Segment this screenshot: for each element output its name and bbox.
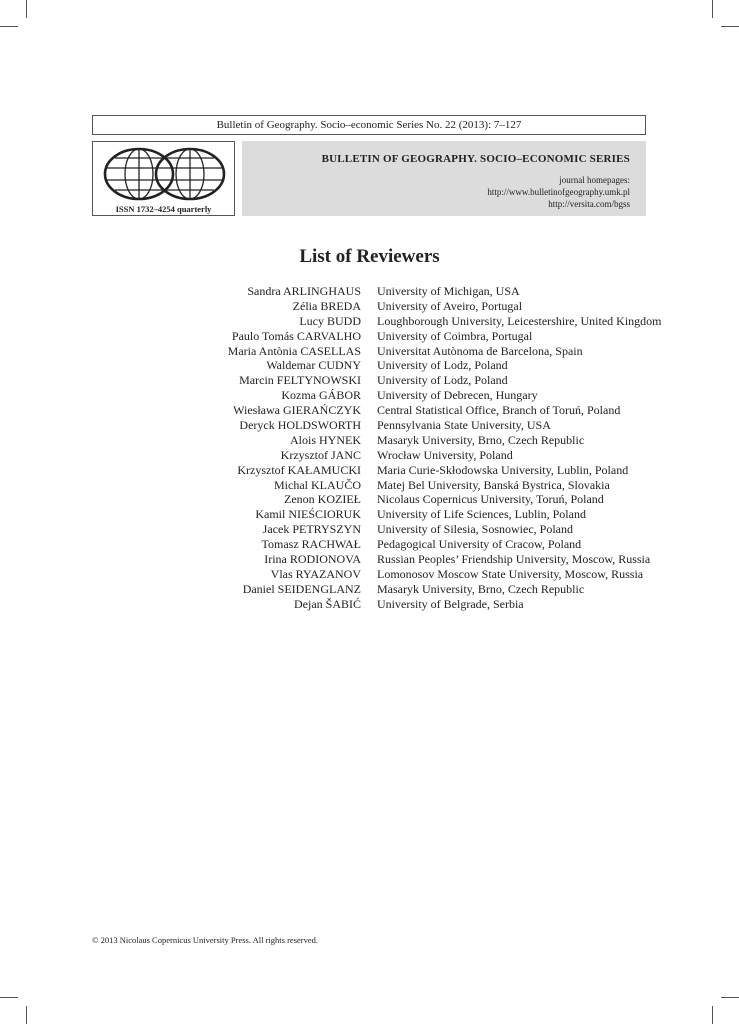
reviewer-name: Kamil NIEŚCIORUK [255,507,361,522]
issn-label: ISSN 1732–4254 quarterly [115,204,212,214]
reviewer-row [160,507,650,522]
journal-banner [242,141,646,216]
reviewer-affiliation: Russian Peoples’ Friendship University, Moscow, Russia [377,552,651,567]
reviewer-name: Daniel SEIDENGLANZ [242,581,361,596]
page-title: List of Reviewers [299,246,440,267]
reviewer-row [160,448,650,463]
reviewer-affiliation: University of Debrecen, Hungary [377,388,538,403]
reviewer-row [160,418,650,433]
reviewer-row [160,463,650,478]
reviewer-row [160,313,662,329]
reviewer-affiliation: Maria Curie-Skłodowska University, Lublin, Poland [377,462,629,477]
reviewer-name: Krzysztof KAŁAMUCKI [237,462,361,477]
homepage-link-2[interactable]: http://versita.com/bgss [548,199,630,209]
homepage-link-1[interactable]: http://www.bulletinofgeography.umk.pl [487,187,630,197]
crop-mark [0,997,18,998]
reviewer-affiliation: Central Statistical Office, Branch of Toruń, Poland [377,403,621,418]
reviewer-name: Sandra ARLINGHAUS [247,284,361,298]
reviewer-name: Waldemar CUDNY [266,358,361,373]
reviewer-affiliation: Masaryk University, Brno, Czech Republic [377,581,585,596]
reviewer-affiliation: Lomonosov Moscow State University, Moscow, Russia [377,566,644,581]
reviewer-row [160,299,650,314]
reviewer-affiliation: Matej Bel University, Banská Bystrica, Slovakia [377,477,610,492]
reviewer-row [160,567,650,582]
reviewer-row [160,582,650,597]
reviewer-name: Dejan ŠABIĆ [294,596,361,611]
reviewer-name: Vlas RYAZANOV [270,566,361,581]
reviewer-affiliation: Pedagogical University of Cracow, Poland [377,537,582,552]
reviewer-row [160,537,650,552]
reviewer-name: Irina RODIONOVA [264,552,361,567]
reviewer-row [160,522,650,537]
reviewer-name: Alois HYNEK [290,432,361,447]
journal-citation-line: Bulletin of Geography. Socio–economic Series No. 22 (2013): 7–127 [92,115,646,135]
reviewer-row [160,597,650,612]
reviewer-affiliation: University of Michigan, USA [377,284,520,298]
journal-logo [92,141,235,216]
journal-homepages [487,174,630,210]
crop-mark [721,26,739,27]
reviewer-name: Paulo Tomás CARVALHO [231,328,361,343]
reviewer-name: Zélia BREDA [292,298,361,313]
reviewer-affiliation: University of Lodz, Poland [377,373,508,388]
reviewer-row [160,284,650,299]
reviewer-name: Lucy BUDD [299,313,361,328]
reviewer-name: Marcin FELTYNOWSKI [239,373,361,388]
banner-title: BULLETIN OF GEOGRAPHY. SOCIO–ECONOMIC SERIES [321,153,630,165]
reviewer-row [160,344,650,359]
crop-mark [712,1006,713,1024]
reviewer-row [160,329,650,344]
crop-mark [26,1006,27,1024]
reviewer-row [160,388,650,403]
reviewer-affiliation: Loughborough University, Leicestershire, United Kingdom [377,313,662,328]
reviewer-row [160,478,650,493]
reviewer-affiliation: University of Life Sciences, Lublin, Poland [377,507,586,522]
reviewer-name: Jacek PETRYSZYN [262,522,361,537]
reviewer-name: Kozma GÁBOR [281,388,361,403]
crop-mark [721,997,739,998]
reviewer-name: Michal KLAUČO [274,477,361,492]
globe-logo-icon [99,146,230,202]
reviewer-row [160,552,650,567]
reviewer-list [160,284,662,612]
reviewer-row [160,433,650,448]
reviewer-affiliation: University of Belgrade, Serbia [377,596,524,611]
reviewer-row [160,358,650,373]
reviewer-affiliation: Nicolaus Copernicus University, Toruń, Poland [377,492,604,507]
crop-mark [26,0,27,18]
reviewer-affiliation: Masaryk University, Brno, Czech Republic [377,432,585,447]
reviewer-name: Krzysztof JANC [280,447,361,462]
reviewer-affiliation: Universitat Autònoma de Barcelona, Spain [377,343,583,358]
crop-mark [712,0,713,18]
reviewer-name: Maria Antònia CASELLAS [227,343,361,358]
reviewer-row [160,492,650,507]
reviewer-name: Tomasz RACHWAŁ [261,537,361,552]
reviewer-name: Deryck HOLDSWORTH [239,418,361,433]
crop-mark [0,26,18,27]
reviewer-affiliation: University of Coimbra, Portugal [377,328,533,343]
reviewer-affiliation: University of Aveiro, Portugal [377,298,523,313]
homepages-label: journal homepages: [559,175,630,185]
copyright-footer: © 2013 Nicolaus Copernicus University Press. All rights reserved. [92,935,319,945]
reviewer-name: Wiesława GIERAŃCZYK [233,403,361,418]
reviewer-affiliation: University of Lodz, Poland [377,358,508,373]
reviewer-name: Zenon KOZIEŁ [284,492,361,507]
reviewer-affiliation: Pennsylvania State University, USA [377,418,551,433]
reviewer-affiliation: Wrocław University, Poland [377,447,513,462]
reviewer-row [160,373,650,388]
reviewer-row [160,403,650,418]
reviewer-affiliation: University of Silesia, Sosnowiec, Poland [377,522,573,537]
